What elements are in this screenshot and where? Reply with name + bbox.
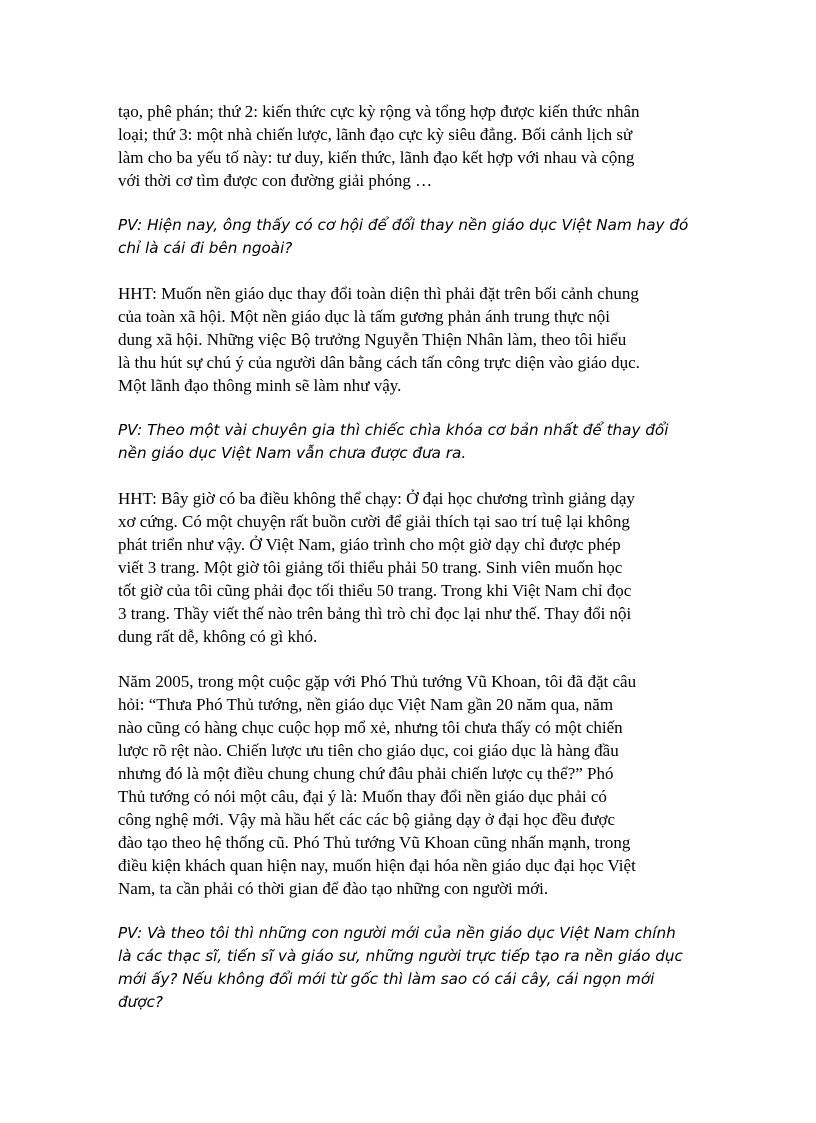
text-line: Nam, ta cần phải có thời gian để đào tạo những con người mới. bbox=[118, 879, 549, 898]
interview-question bbox=[118, 922, 703, 1014]
text-line: của toàn xã hội. Một nền giáo dục là tấm gương phản ánh trung thực nội bbox=[118, 307, 610, 326]
text-line: PV: Hiện nay, ông thấy có cơ hội để đổi thay nền giáo dục Việt Nam hay đó bbox=[118, 216, 689, 234]
text-line: nhưng đó là một điều chung chung chứ đâu phải chiến lược cụ thể?” Phó bbox=[118, 764, 614, 783]
text-line: tạo, phê phán; thứ 2: kiến thức cực kỳ rộng và tổng hợp được kiến thức nhân bbox=[118, 102, 640, 121]
document-body bbox=[118, 100, 703, 1036]
text-line: viết 3 trang. Một giờ tôi giảng tối thiểu phải 50 trang. Sinh viên muốn học bbox=[118, 558, 623, 577]
text-line: làm cho ba yếu tố này: tư duy, kiến thức, lãnh đạo kết hợp với nhau và cộng bbox=[118, 148, 635, 167]
text-line: hỏi: “Thưa Phó Thủ tướng, nền giáo dục Việt Nam gần 20 năm qua, năm bbox=[118, 695, 614, 714]
text-line: là thu hút sự chú ý của người dân bằng cách tấn công trực diện vào giáo dục. bbox=[118, 353, 640, 372]
text-line: với thời cơ tìm được con đường giải phóng … bbox=[118, 171, 433, 190]
text-line: đào tạo theo hệ thống cũ. Phó Thủ tướng Vũ Khoan cũng nhấn mạnh, trong bbox=[118, 833, 631, 852]
interview-answer bbox=[118, 487, 703, 648]
text-line: Một lãnh đạo thông minh sẽ làm như vậy. bbox=[118, 376, 402, 395]
text-line: PV: Theo một vài chuyên gia thì chiếc chìa khóa cơ bản nhất để thay đổi bbox=[118, 421, 669, 439]
interview-answer bbox=[118, 100, 703, 192]
interview-question bbox=[118, 419, 703, 465]
text-line: công nghệ mới. Vậy mà hầu hết các các bộ giảng dạy ở đại học đều được bbox=[118, 810, 616, 829]
text-line: mới ấy? Nếu không đổi mới từ gốc thì làm sao có cái cây, cái ngọn mới bbox=[118, 970, 655, 988]
interview-question bbox=[118, 214, 703, 260]
text-line: lược rõ rệt nào. Chiến lược ưu tiên cho giáo dục, coi giáo dục là hàng đầu bbox=[118, 741, 619, 760]
text-line: HHT: Bây giờ có ba điều không thể chạy: Ở đại học chương trình giảng dạy bbox=[118, 489, 635, 508]
text-line: điều kiện khách quan hiện nay, muốn hiện đại hóa nền giáo dục đại học Việt bbox=[118, 856, 636, 875]
text-line: phát triển như vậy. Ở Việt Nam, giáo trình cho một giờ dạy chỉ được phép bbox=[118, 535, 621, 554]
text-line: là các thạc sĩ, tiến sĩ và giáo sư, những người trực tiếp tạo ra nền giáo dục bbox=[118, 947, 683, 965]
text-line: loại; thứ 3: một nhà chiến lược, lãnh đạo cực kỳ siêu đẳng. Bối cảnh lịch sử bbox=[118, 125, 633, 144]
interview-answer bbox=[118, 282, 703, 397]
text-line: Thủ tướng có nói một câu, đại ý là: Muốn thay đổi nền giáo dục phải có bbox=[118, 787, 607, 806]
text-line: nền giáo dục Việt Nam vẫn chưa được đưa ra. bbox=[118, 444, 467, 462]
text-line: nào cũng có hàng chục cuộc họp mổ xẻ, nhưng tôi chưa thấy có một chiến bbox=[118, 718, 623, 737]
text-line: Năm 2005, trong một cuộc gặp với Phó Thủ tướng Vũ Khoan, tôi đã đặt câu bbox=[118, 672, 637, 691]
text-line: được? bbox=[118, 993, 163, 1011]
text-line: dung xã hội. Những việc Bộ trưởng Nguyễn Thiện Nhân làm, theo tôi hiểu bbox=[118, 330, 627, 349]
text-line: 3 trang. Thầy viết thế nào trên bảng thì trò chỉ đọc lại như thế. Thay đổi nội bbox=[118, 604, 632, 623]
text-line: tốt giờ của tôi cũng phải đọc tối thiểu 50 trang. Trong khi Việt Nam chỉ đọc bbox=[118, 581, 632, 600]
interview-answer bbox=[118, 670, 703, 900]
text-line: PV: Và theo tôi thì những con người mới của nền giáo dục Việt Nam chính bbox=[118, 924, 676, 942]
text-line: xơ cứng. Có một chuyện rất buồn cười để giải thích tại sao trí tuệ lại không bbox=[118, 512, 630, 531]
text-line: chỉ là cái đi bên ngoài? bbox=[118, 239, 293, 257]
text-line: HHT: Muốn nền giáo dục thay đổi toàn diện thì phải đặt trên bối cảnh chung bbox=[118, 284, 639, 303]
text-line: dung rất dễ, không có gì khó. bbox=[118, 627, 318, 646]
